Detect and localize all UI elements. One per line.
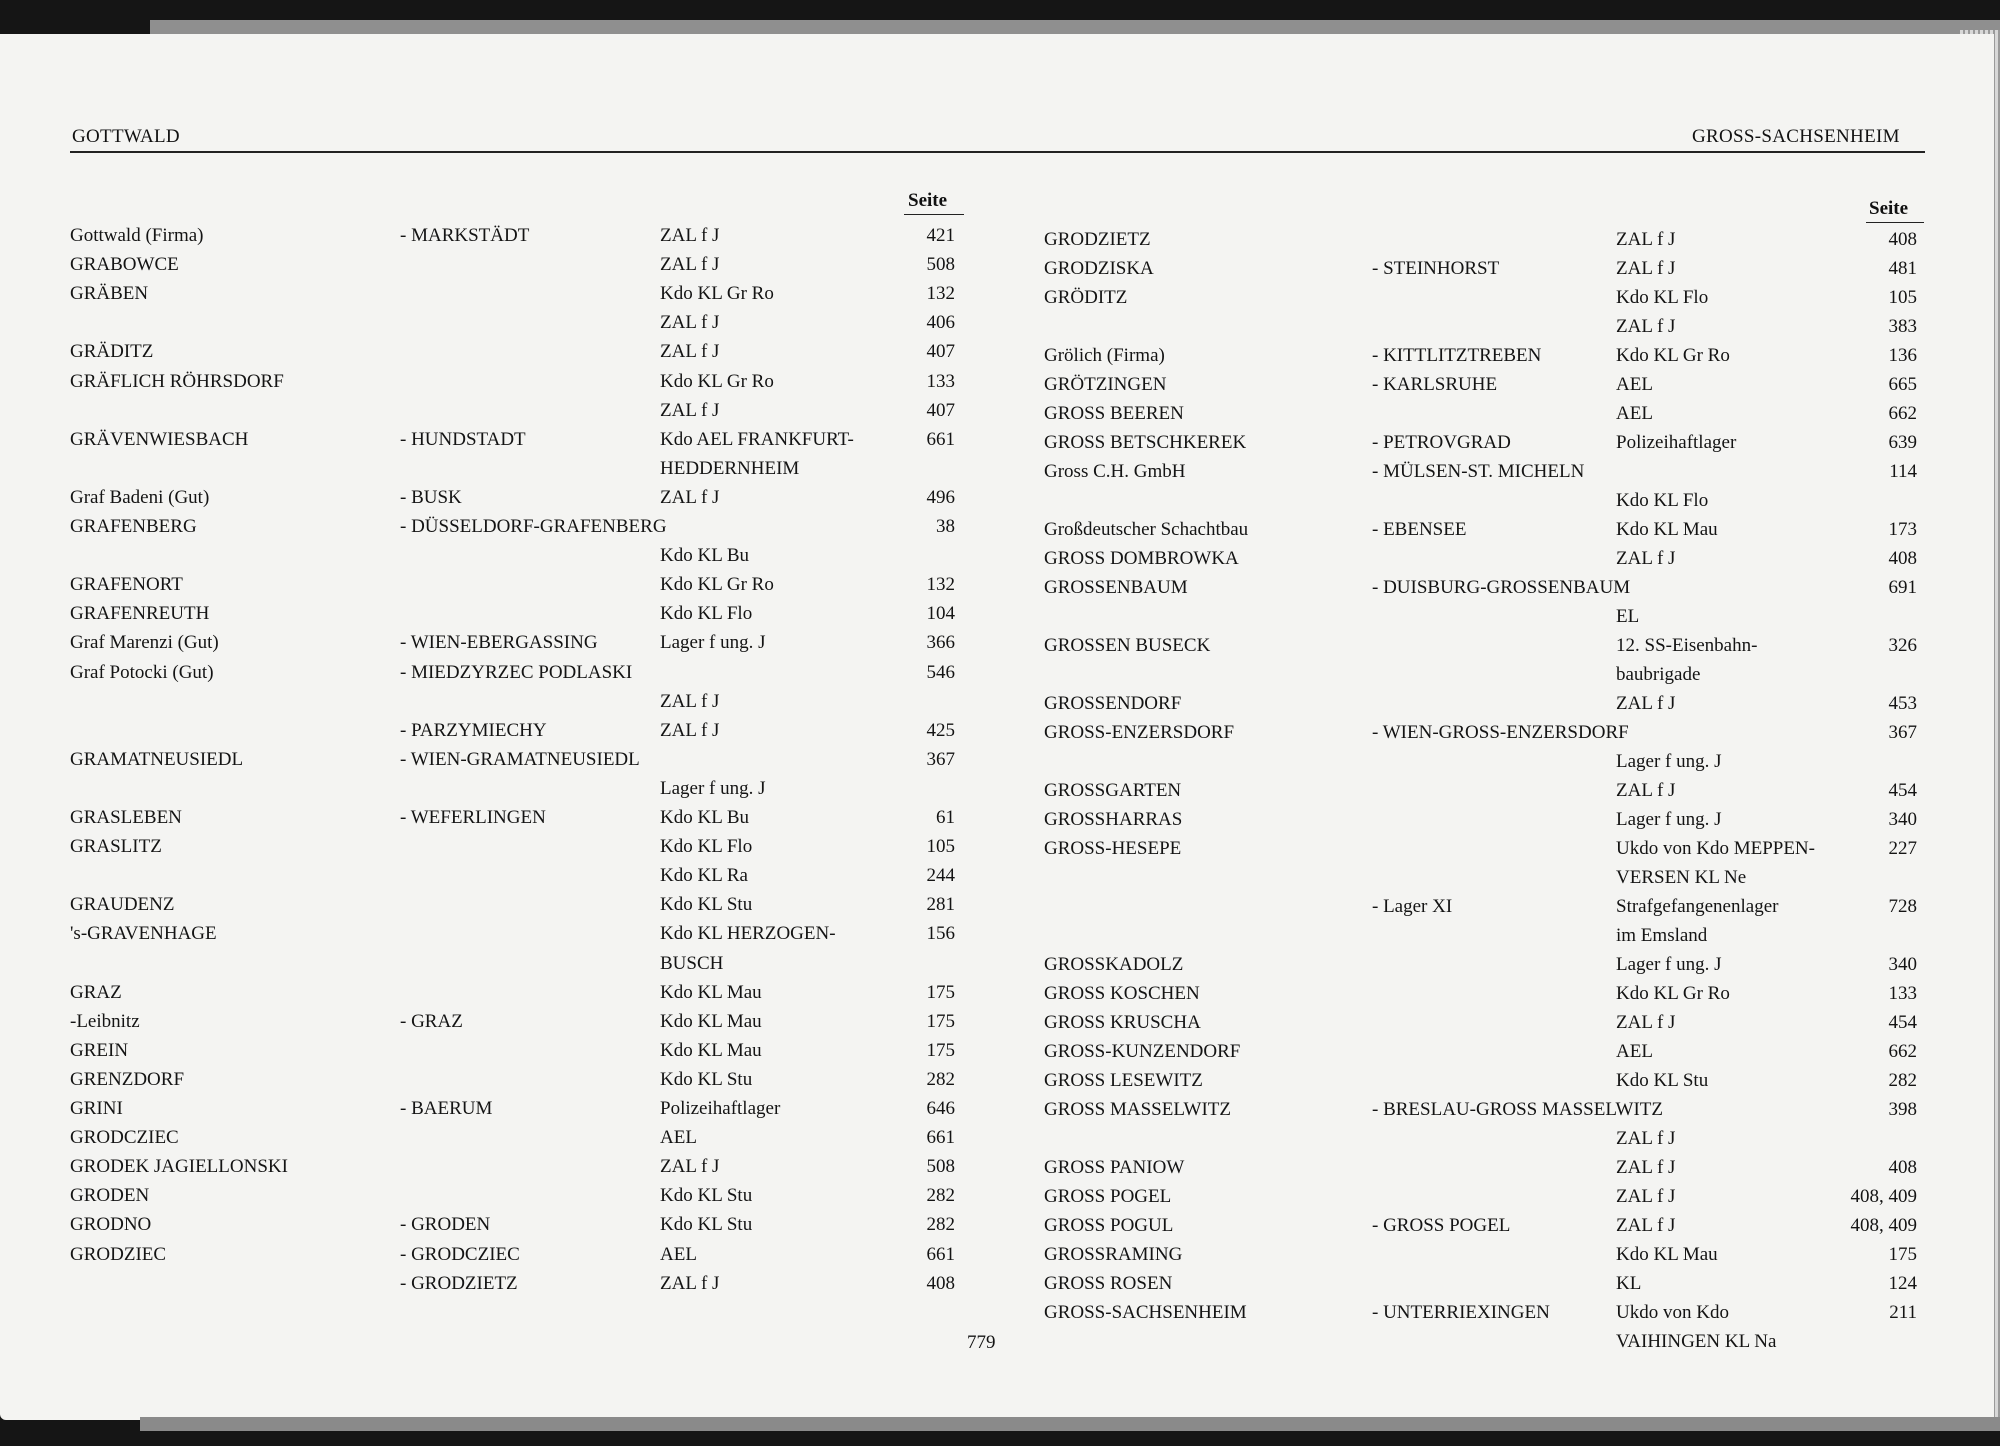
entry-camp-type: ZAL f J bbox=[1616, 780, 1676, 801]
entry-camp-type: Kdo KL Mau bbox=[1616, 519, 1718, 540]
entry-page: 175 bbox=[926, 1039, 955, 1061]
entry-name: GROSS-HESEPE bbox=[1044, 838, 1182, 859]
entry-name: GRAZ bbox=[70, 981, 122, 1003]
entry-camp-type: VERSEN KL Ne bbox=[1616, 867, 1747, 888]
entry-camp-type: Kdo KL Mau bbox=[660, 1010, 762, 1032]
entry-name: GRODZISKA bbox=[1044, 258, 1154, 279]
entry-camp-type: KL bbox=[1616, 1273, 1642, 1294]
page-number: 779 bbox=[967, 1332, 996, 1353]
entry-page: 408, 409 bbox=[1850, 1186, 1917, 1207]
entry-name: GROSS-ENZERSDORF bbox=[1044, 722, 1235, 743]
entry-name: GROSS POGEL bbox=[1044, 1186, 1172, 1207]
entry-camp-type: Kdo AEL FRANKFURT- bbox=[660, 428, 854, 450]
entry-page: 407 bbox=[926, 399, 955, 421]
entry-name: GROSS PANIOW bbox=[1044, 1157, 1185, 1178]
entry-camp-type: 12. SS-Eisenbahn- bbox=[1616, 635, 1758, 656]
entry-name: GRAUDENZ bbox=[70, 894, 175, 916]
entry-name: Großdeutscher Schachtbau bbox=[1044, 519, 1249, 540]
entry-name: GRINI bbox=[70, 1098, 123, 1119]
entry-camp-type: Kdo KL Gr Ro bbox=[660, 283, 774, 305]
entry-page: 244 bbox=[926, 865, 955, 887]
entry-name: GRABOWCE bbox=[70, 254, 179, 276]
entry-camp-type: EL bbox=[1616, 606, 1640, 627]
entry-page: 156 bbox=[926, 923, 955, 945]
entry-place: - GRODEN bbox=[400, 1214, 491, 1236]
entry-page: 326 bbox=[1888, 635, 1917, 656]
entry-camp-type: ZAL f J bbox=[660, 341, 720, 363]
entry-place: - WIEN-EBERGASSING bbox=[400, 632, 598, 654]
entry-page: 406 bbox=[926, 312, 955, 334]
entry-camp-type: Kdo KL Bu bbox=[660, 807, 750, 828]
entry-place: - GROSS POGEL bbox=[1372, 1215, 1511, 1236]
entry-camp-type: Kdo KL Stu bbox=[660, 1185, 753, 1207]
entry-name: GROSSEN BUSECK bbox=[1044, 635, 1211, 656]
entry-camp-type: Kdo KL Stu bbox=[1616, 1070, 1709, 1091]
entry-camp-type: BUSCH bbox=[660, 952, 724, 974]
entry-name: GRODEN bbox=[70, 1185, 150, 1207]
entry-camp-type: ZAL f J bbox=[660, 719, 720, 741]
entry-page: 661 bbox=[926, 1127, 955, 1149]
entry-page: 282 bbox=[926, 1068, 955, 1090]
entry-name: GROSS KRUSCHA bbox=[1044, 1012, 1201, 1033]
entry-camp-type: ZAL f J bbox=[660, 312, 720, 334]
entry-camp-type: ZAL f J bbox=[660, 225, 720, 246]
entry-page: 496 bbox=[926, 486, 955, 508]
entry-name: GROSS-KUNZENDORF bbox=[1044, 1041, 1241, 1062]
entry-place: - KITTLITZTREBEN bbox=[1372, 345, 1542, 366]
entry-page: 367 bbox=[1888, 722, 1917, 743]
entry-camp-type: ZAL f J bbox=[1616, 1012, 1676, 1033]
entry-camp-type: AEL bbox=[1616, 374, 1653, 395]
entry-place: - HUNDSTADT bbox=[400, 428, 526, 450]
entry-camp-type: Kdo KL Gr Ro bbox=[660, 370, 774, 392]
entry-name: GROSS BEEREN bbox=[1044, 403, 1184, 424]
entry-place: - UNTERRIEXINGEN bbox=[1372, 1302, 1550, 1323]
entry-place: - BRESLAU-GROSS MASSELWITZ bbox=[1372, 1099, 1663, 1120]
seite-heading-left: Seite bbox=[908, 190, 948, 211]
entry-page: 124 bbox=[1888, 1273, 1917, 1294]
entry-page: 662 bbox=[1888, 1041, 1917, 1062]
entry-page: 408 bbox=[1888, 548, 1917, 569]
entry-page: 104 bbox=[926, 603, 955, 625]
entry-camp-type: ZAL f J bbox=[1616, 1157, 1676, 1178]
entry-camp-type: ZAL f J bbox=[1616, 1186, 1676, 1207]
entry-page: 407 bbox=[926, 341, 955, 363]
entry-page: 661 bbox=[926, 1243, 955, 1265]
entry-name: GRODZIETZ bbox=[1044, 229, 1151, 250]
entry-camp-type: Strafgefangenenlager bbox=[1616, 896, 1779, 917]
entry-page: 132 bbox=[926, 574, 955, 596]
entry-place: - BUSK bbox=[400, 486, 462, 508]
entry-page: 132 bbox=[926, 283, 955, 305]
entry-camp-type: Lager f ung. J bbox=[1616, 954, 1722, 975]
entry-name: Grölich (Firma) bbox=[1044, 345, 1165, 366]
seite-rule-left bbox=[904, 214, 964, 215]
book-page bbox=[0, 34, 1994, 1420]
entry-camp-type: ZAL f J bbox=[1616, 258, 1676, 279]
entry-camp-type: ZAL f J bbox=[660, 254, 720, 276]
entry-page: 282 bbox=[926, 1185, 955, 1207]
entry-page: 728 bbox=[1888, 896, 1917, 917]
entry-page: 133 bbox=[926, 370, 955, 392]
entry-name: GROSS ROSEN bbox=[1044, 1273, 1173, 1294]
entry-name: GRÄFLICH RÖHRSDORF bbox=[70, 370, 284, 392]
entry-camp-type: VAIHINGEN KL Na bbox=[1616, 1331, 1777, 1352]
entry-place: - MARKSTÄDT bbox=[400, 225, 530, 246]
entry-name: GROSSGARTEN bbox=[1044, 780, 1182, 801]
entry-name: GROSS LESEWITZ bbox=[1044, 1070, 1203, 1091]
entry-camp-type: ZAL f J bbox=[660, 486, 720, 508]
entry-place: - GRODCZIEC bbox=[400, 1243, 520, 1265]
entry-camp-type: ZAL f J bbox=[660, 399, 720, 421]
entry-name: GROSS BETSCHKEREK bbox=[1044, 432, 1247, 453]
entry-name: GROSSENDORF bbox=[1044, 693, 1182, 714]
entry-page: 175 bbox=[926, 1010, 955, 1032]
entry-page: 38 bbox=[936, 516, 955, 537]
entry-page: 454 bbox=[1888, 780, 1917, 801]
entry-page: 136 bbox=[1888, 345, 1917, 366]
entry-page: 367 bbox=[926, 748, 955, 770]
entry-page: 282 bbox=[1888, 1070, 1917, 1091]
entry-name: GROSSENBAUM bbox=[1044, 577, 1188, 598]
entry-page: 408 bbox=[1888, 1157, 1917, 1178]
entry-camp-type: HEDDERNHEIM bbox=[660, 457, 800, 479]
entry-camp-type: im Emsland bbox=[1616, 925, 1708, 946]
entry-page: 453 bbox=[1888, 693, 1917, 714]
entry-camp-type: Kdo KL Flo bbox=[1616, 287, 1709, 308]
entry-camp-type: baubrigade bbox=[1616, 664, 1701, 685]
entry-name: Graf Badeni (Gut) bbox=[70, 486, 210, 508]
entry-page: 281 bbox=[926, 894, 955, 916]
entry-name: GRAMATNEUSIEDL bbox=[70, 748, 244, 770]
entry-name: GREIN bbox=[70, 1039, 129, 1061]
entry-name: 's-GRAVENHAGE bbox=[70, 923, 217, 945]
entry-page: 282 bbox=[926, 1214, 955, 1236]
entry-place: - GRODZIETZ bbox=[400, 1272, 518, 1294]
entry-name: GROSS-SACHSENHEIM bbox=[1044, 1302, 1247, 1323]
entry-page: 408, 409 bbox=[1850, 1215, 1917, 1236]
running-header-left: GOTTWALD bbox=[72, 126, 180, 147]
entry-place: - GRAZ bbox=[400, 1010, 463, 1032]
entry-place: - WIEN-GROSS-ENZERSDORF bbox=[1372, 722, 1629, 743]
entry-name: GROSSHARRAS bbox=[1044, 809, 1183, 830]
entry-page: 661 bbox=[926, 428, 955, 450]
entry-name: GRASLEBEN bbox=[70, 807, 182, 828]
entry-camp-type: AEL bbox=[1616, 403, 1653, 424]
entry-camp-type: Kdo KL Stu bbox=[660, 1214, 753, 1236]
entry-place: - EBENSEE bbox=[1372, 519, 1467, 540]
entry-place: - DUISBURG-GROSSENBAUM bbox=[1372, 577, 1631, 598]
scan-border-bottom bbox=[140, 1417, 2000, 1431]
entry-page: 508 bbox=[926, 254, 955, 276]
entry-page: 481 bbox=[1888, 258, 1917, 279]
entry-name: Gottwald (Firma) bbox=[70, 225, 204, 246]
entry-page: 105 bbox=[1888, 287, 1917, 308]
seite-rule-right bbox=[1866, 222, 1924, 223]
entry-camp-type: Kdo KL Bu bbox=[660, 545, 750, 567]
header-rule bbox=[70, 151, 1925, 153]
entry-name: GRAFENREUTH bbox=[70, 603, 210, 625]
entry-name: GRÄBEN bbox=[70, 283, 149, 305]
entry-page: 421 bbox=[926, 225, 955, 246]
entry-page: 61 bbox=[936, 807, 955, 828]
entry-page: 662 bbox=[1888, 403, 1917, 424]
entry-camp-type: Kdo KL Flo bbox=[660, 603, 753, 625]
entry-name: Gross C.H. GmbH bbox=[1044, 461, 1186, 482]
entry-camp-type: Lager f ung. J bbox=[660, 632, 766, 654]
entry-name: Graf Potocki (Gut) bbox=[70, 661, 214, 683]
entry-name: GRÖTZINGEN bbox=[1044, 374, 1167, 395]
entry-name: GRODNO bbox=[70, 1214, 152, 1236]
entry-place: - MIEDZYRZEC PODLASKI bbox=[400, 661, 633, 683]
entry-camp-type: AEL bbox=[660, 1127, 697, 1149]
entry-place: - BAERUM bbox=[400, 1098, 493, 1119]
entry-name: GROSS KOSCHEN bbox=[1044, 983, 1200, 1004]
entry-camp-type: ZAL f J bbox=[1616, 693, 1676, 714]
entry-name: GROSS MASSELWITZ bbox=[1044, 1099, 1232, 1120]
entry-camp-type: ZAL f J bbox=[660, 690, 720, 712]
entry-name: GRODEK JAGIELLONSKI bbox=[70, 1156, 288, 1178]
entry-name: GRODZIEC bbox=[70, 1243, 167, 1265]
entry-name: GRÖDITZ bbox=[1044, 287, 1128, 308]
entry-camp-type: Ukdo von Kdo MEPPEN- bbox=[1616, 838, 1815, 859]
entry-camp-type: Kdo KL Stu bbox=[660, 894, 753, 916]
entry-camp-type: Kdo KL HERZOGEN- bbox=[660, 923, 836, 945]
entry-name: -Leibnitz bbox=[70, 1010, 140, 1032]
entry-page: 175 bbox=[926, 981, 955, 1003]
entry-page: 546 bbox=[926, 661, 955, 683]
entry-camp-type: Kdo KL Stu bbox=[660, 1068, 753, 1090]
entry-page: 639 bbox=[1888, 432, 1917, 453]
entry-page: 454 bbox=[1888, 1012, 1917, 1033]
entry-camp-type: ZAL f J bbox=[1616, 1215, 1676, 1236]
entry-camp-type: Kdo KL Mau bbox=[660, 1039, 762, 1061]
entry-camp-type: Kdo KL Mau bbox=[1616, 1244, 1718, 1265]
entry-page: 425 bbox=[926, 719, 955, 741]
entry-camp-type: AEL bbox=[660, 1243, 697, 1265]
entry-camp-type: ZAL f J bbox=[660, 1272, 720, 1294]
entry-page: 340 bbox=[1888, 809, 1917, 830]
entry-name: GRASLITZ bbox=[70, 836, 162, 858]
entry-page: 227 bbox=[1888, 838, 1917, 859]
entry-name: GRODCZIEC bbox=[70, 1127, 179, 1149]
entry-camp-type: Ukdo von Kdo bbox=[1616, 1302, 1729, 1323]
entry-page: 508 bbox=[926, 1156, 955, 1178]
entry-camp-type: ZAL f J bbox=[1616, 548, 1676, 569]
entry-place: - STEINHORST bbox=[1372, 258, 1500, 279]
entry-name: GRAFENORT bbox=[70, 574, 183, 596]
entry-place: - PETROVGRAD bbox=[1372, 432, 1511, 453]
seite-heading-right: Seite bbox=[1869, 198, 1909, 219]
entry-page: 408 bbox=[1888, 229, 1917, 250]
entry-place: - MÜLSEN-ST. MICHELN bbox=[1372, 461, 1585, 482]
entry-page: 408 bbox=[926, 1272, 955, 1294]
entry-page: 665 bbox=[1888, 374, 1917, 395]
entry-place: - DÜSSELDORF-GRAFENBERG bbox=[400, 516, 667, 537]
entry-page: 133 bbox=[1888, 983, 1917, 1004]
entry-camp-type: Kdo KL Gr Ro bbox=[660, 574, 774, 596]
entry-camp-type: Kdo KL Mau bbox=[660, 981, 762, 1003]
entry-page: 173 bbox=[1888, 519, 1917, 540]
entry-page: 114 bbox=[1889, 461, 1917, 482]
entry-camp-type: Kdo KL Gr Ro bbox=[1616, 345, 1730, 366]
running-header-right: GROSS-SACHSENHEIM bbox=[1692, 126, 1900, 147]
entry-page: 340 bbox=[1888, 954, 1917, 975]
entry-camp-type: Kdo KL Flo bbox=[1616, 490, 1709, 511]
entry-camp-type: ZAL f J bbox=[1616, 229, 1676, 250]
entry-name: GRÄVENWIESBACH bbox=[70, 428, 249, 450]
entry-name: Graf Marenzi (Gut) bbox=[70, 632, 219, 654]
entry-camp-type: Lager f ung. J bbox=[1616, 809, 1722, 830]
entry-page: 366 bbox=[926, 632, 955, 654]
entry-camp-type: ZAL f J bbox=[660, 1156, 720, 1178]
entry-camp-type: ZAL f J bbox=[1616, 316, 1676, 337]
entry-page: 691 bbox=[1888, 577, 1917, 598]
entry-page: 105 bbox=[926, 836, 955, 858]
entry-page: 646 bbox=[926, 1098, 955, 1119]
entry-place: - WEFERLINGEN bbox=[400, 807, 546, 828]
entry-camp-type: Kdo KL Ra bbox=[660, 865, 748, 887]
entry-page: 175 bbox=[1888, 1244, 1917, 1265]
entry-name: GRENZDORF bbox=[70, 1068, 185, 1090]
entry-camp-type: AEL bbox=[1616, 1041, 1653, 1062]
entry-camp-type: Kdo KL Gr Ro bbox=[1616, 983, 1730, 1004]
entry-place: - WIEN-GRAMATNEUSIEDL bbox=[400, 748, 640, 770]
entry-camp-type: Polizeihaftlager bbox=[660, 1098, 781, 1119]
entry-name: GRAFENBERG bbox=[70, 516, 197, 537]
entry-page: 211 bbox=[1889, 1302, 1917, 1323]
entry-name: GROSS POGUL bbox=[1044, 1215, 1174, 1236]
entry-page: 398 bbox=[1888, 1099, 1917, 1120]
entry-name: GROSS DOMBROWKA bbox=[1044, 548, 1239, 569]
entry-place: - PARZYMIECHY bbox=[400, 719, 547, 741]
entry-name: GRÄDITZ bbox=[70, 341, 154, 363]
entry-camp-type: Lager f ung. J bbox=[1616, 751, 1722, 772]
entry-name: GROSSRAMING bbox=[1044, 1244, 1183, 1265]
entry-place: - KARLSRUHE bbox=[1372, 374, 1498, 395]
entry-camp-type: ZAL f J bbox=[1616, 1128, 1676, 1149]
entry-camp-type: Polizeihaftlager bbox=[1616, 432, 1737, 453]
entry-place: - Lager XI bbox=[1372, 896, 1453, 917]
entry-name: GROSSKADOLZ bbox=[1044, 954, 1184, 975]
entry-camp-type: Kdo KL Flo bbox=[660, 836, 753, 858]
entry-camp-type: Lager f ung. J bbox=[660, 777, 766, 799]
entry-page: 383 bbox=[1888, 316, 1917, 337]
